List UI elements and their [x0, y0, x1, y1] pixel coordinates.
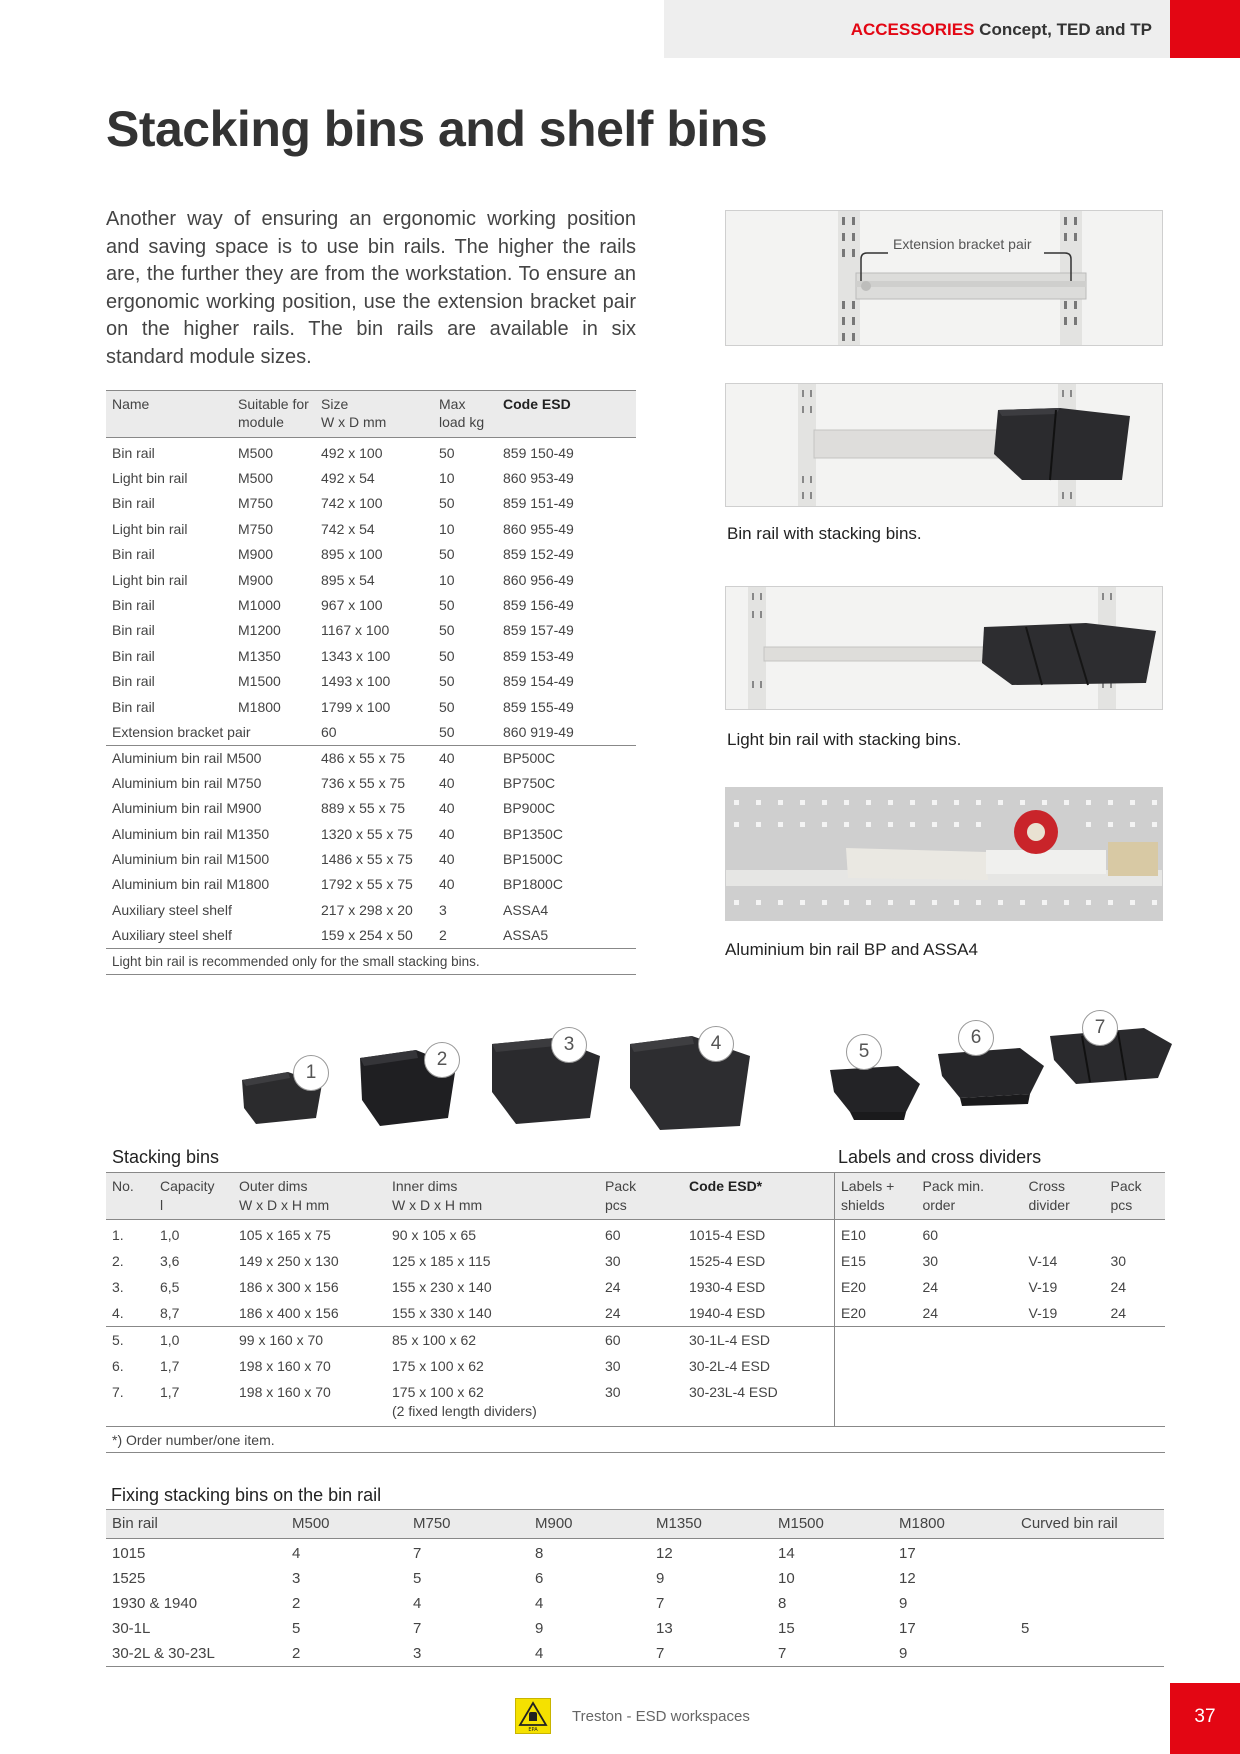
table-row: 30-2L & 30-23L 2 3 4 7 7 9 [106, 1641, 1164, 1667]
footnote-bottom-rule [106, 1452, 1165, 1453]
stacking-bins-table [106, 1172, 834, 1421]
col-module: Suitable for module [238, 396, 309, 430]
col-m900: M900 [535, 1515, 573, 1532]
col-load: Max load kg [439, 396, 485, 430]
table-header-row [835, 1173, 1166, 1220]
extension-bracket-illustration [726, 211, 1163, 346]
stacking-bins-title: Stacking bins [112, 1147, 220, 1167]
col-outer-dims: Outer dims W x D x H mm [239, 1178, 330, 1213]
table-row: Auxiliary steel shelf 159 x 254 x 50 2 ASSA5 [106, 923, 636, 949]
table-row: Bin rail M500 492 x 100 50 859 150-49 [112, 445, 574, 461]
table-row: 1525 3 5 6 9 10 12 [112, 1570, 916, 1587]
table-row: Aluminium bin rail M500 486 x 55 x 75 40 BP500C [106, 745, 636, 771]
table-row: E10 60 [841, 1227, 939, 1243]
stacking-bins-illustration [230, 1000, 1175, 1140]
table-row: 7. 1,7 198 x 160 x 70 175 x 100 x 62 (2 fixed length dividers) 30 30-23L-4 ESD [112, 1384, 778, 1419]
intro-paragraph: Another way of ensuring an ergonomic working position and saving space is to use bin rails. The higher the rails are, the further they are from the workstation. To ensure an ergonomic working position, use the extension bracket pair on the higher rails. The bin rails are available in six standard module sizes. [106, 208, 636, 368]
extension-bracket-label: Extension bracket pair [893, 236, 1032, 252]
aluminium-rail-illustration [726, 788, 1163, 921]
photo-extension-bracket [725, 210, 1163, 346]
bin-6-icon [938, 1048, 1044, 1106]
bin-number-4: 4 [698, 1026, 734, 1062]
col-bin-rail: Bin rail [112, 1515, 158, 1532]
col-labels: Labels + shields [841, 1178, 895, 1213]
labels-table-bottom-rule [834, 1326, 1165, 1327]
table-row: Bin rail M900 895 x 100 50 859 152-49 [112, 546, 574, 563]
table-row: Aluminium bin rail M1800 1792 x 55 x 75 40 BP1800C [112, 876, 563, 893]
stacking-footnote: *) Order number/one item. [112, 1432, 275, 1448]
labels-column-divider [834, 1326, 835, 1426]
table-row: E15 30 V-14 30 [841, 1253, 1127, 1269]
section-accent: ACCESSORIES [850, 20, 975, 39]
table-row: 6. 1,7 198 x 160 x 70 175 x 100 x 62 30 30-2L-4 ESD [112, 1358, 770, 1374]
table-row: 3. 6,5 186 x 300 x 156 155 x 230 x 140 24 1930-4 ESD [112, 1279, 766, 1295]
col-size: Size W x D mm [321, 396, 387, 430]
col-name: Name [112, 396, 150, 412]
esd-logo-icon [515, 1698, 551, 1734]
table-note-row: Light bin rail is recommended only for the small stacking bins. [106, 949, 636, 975]
table-header-row [106, 1173, 834, 1220]
table-row: 5. 1,0 99 x 160 x 70 85 x 100 x 62 60 30-1L-4 ESD [106, 1327, 834, 1354]
fixing-table [106, 1509, 1164, 1667]
col-code: Code ESD [503, 396, 571, 412]
col-pack-min: Pack min. order [922, 1178, 984, 1213]
col-curved-bin-rail: Curved bin rail [1021, 1515, 1118, 1532]
bin-rail-illustration [726, 384, 1163, 507]
table-row: Aluminium bin rail M1500 1486 x 55 x 75 40 BP1500C [112, 851, 563, 868]
table-row: 4. 8,7 186 x 400 x 156 155 x 330 x 140 24 1940-4 ESD [112, 1305, 766, 1321]
col-pack: Pack pcs [605, 1178, 637, 1213]
page-title: Stacking bins and shelf bins [106, 101, 768, 157]
esd-logo-text: EPA [528, 1727, 538, 1733]
table-row: Extension bracket pair 60 50 860 919-49 [112, 723, 574, 740]
table-row: 1. 1,0 105 x 165 x 75 90 x 105 x 65 60 1015-4 ESD [112, 1227, 766, 1243]
caption-bin-rail: Bin rail with stacking bins. [727, 524, 922, 543]
bin-number-2: 2 [424, 1042, 460, 1078]
col-inner-dims: Inner dims W x D x H mm [392, 1178, 483, 1213]
bin-5-icon [830, 1066, 920, 1120]
bin-rail-table [106, 390, 636, 975]
labels-table [834, 1172, 1165, 1326]
fixing-title: Fixing stacking bins on the bin rail [111, 1485, 382, 1505]
col-m1800: M1800 [899, 1515, 945, 1532]
table-row: Bin rail M1800 1799 x 100 50 859 155-49 [112, 698, 574, 715]
table-row: E20 24 V-19 24 [841, 1305, 1127, 1321]
col-m750: M750 [413, 1515, 451, 1532]
table-row: Bin rail M1350 1343 x 100 50 859 153-49 [112, 647, 574, 664]
table-row: Light bin rail M750 742 x 54 10 860 955-49 [112, 520, 574, 537]
table-row: Aluminium bin rail M750 736 x 55 x 75 40 BP750C [112, 774, 556, 791]
table-row: 1930 & 1940 2 4 4 7 8 9 [112, 1595, 908, 1612]
col-no: No. [112, 1178, 134, 1194]
table-row: Aluminium bin rail M900 889 x 55 x 75 40 BP900C [112, 800, 556, 817]
labels-title: Labels and cross dividers [838, 1147, 1042, 1167]
table-row: E20 24 V-19 24 [841, 1279, 1127, 1295]
photo-bin-rail [725, 383, 1163, 507]
table-row: Bin rail M1500 1493 x 100 50 859 154-49 [112, 673, 574, 690]
header-red-tab [1170, 0, 1240, 58]
bin-number-7: 7 [1082, 1010, 1118, 1046]
col-capacity: Capacity l [160, 1178, 215, 1213]
table-row: Light bin rail M900 895 x 54 10 860 956-49 [112, 571, 574, 588]
col-cross-divider: Cross divider [1028, 1178, 1070, 1213]
table-header-row [106, 391, 636, 438]
stacking-table-bottom-rule [106, 1426, 1165, 1427]
col-m1350: M1350 [656, 1515, 702, 1532]
section-rest: Concept, TED and TP [974, 20, 1152, 39]
bin-number-1: 1 [293, 1055, 329, 1091]
caption-aluminium-rail: Aluminium bin rail BP and ASSA4 [725, 940, 978, 959]
bin-number-6: 6 [958, 1020, 994, 1056]
table-row: Bin rail M750 742 x 100 50 859 151-49 [112, 495, 574, 512]
esd-hand-icon [516, 1699, 550, 1733]
footer-text: Treston - ESD workspaces [572, 1708, 750, 1725]
col-m500: M500 [292, 1515, 330, 1532]
section-header [851, 20, 1152, 40]
photo-light-bin-rail [725, 586, 1163, 710]
table-header-row [106, 1510, 1164, 1539]
table-row: Auxiliary steel shelf 217 x 298 x 20 3 ASSA4 [112, 901, 549, 918]
page-number: 37 [1194, 1706, 1216, 1727]
photo-aluminium-bin-rail [725, 787, 1163, 921]
col-pack-pcs: Pack pcs [1110, 1178, 1142, 1213]
table-row: 1015 4 7 8 12 14 17 [112, 1545, 916, 1562]
table-row: Bin rail M1000 967 x 100 50 859 156-49 [112, 596, 574, 613]
table-row: 2. 3,6 149 x 250 x 130 125 x 185 x 115 30 1525-4 ESD [112, 1253, 766, 1269]
bin-number-5: 5 [846, 1034, 882, 1070]
caption-light-bin-rail: Light bin rail with stacking bins. [727, 730, 962, 749]
bin-number-3: 3 [551, 1027, 587, 1063]
table-row: Aluminium bin rail M1350 1320 x 55 x 75 40 BP1350C [112, 825, 563, 842]
col-code-esd: Code ESD* [689, 1178, 763, 1194]
col-m1500: M1500 [778, 1515, 824, 1532]
row7-extra-note: (2 fixed length dividers) [392, 1403, 537, 1419]
table-row: 30-1L 5 7 9 13 15 17 5 [112, 1620, 1030, 1637]
light-bin-rail-illustration [726, 587, 1163, 710]
table-row: Bin rail M1200 1167 x 100 50 859 157-49 [112, 622, 574, 639]
table-row: Light bin rail M500 492 x 54 10 860 953-49 [112, 470, 574, 486]
